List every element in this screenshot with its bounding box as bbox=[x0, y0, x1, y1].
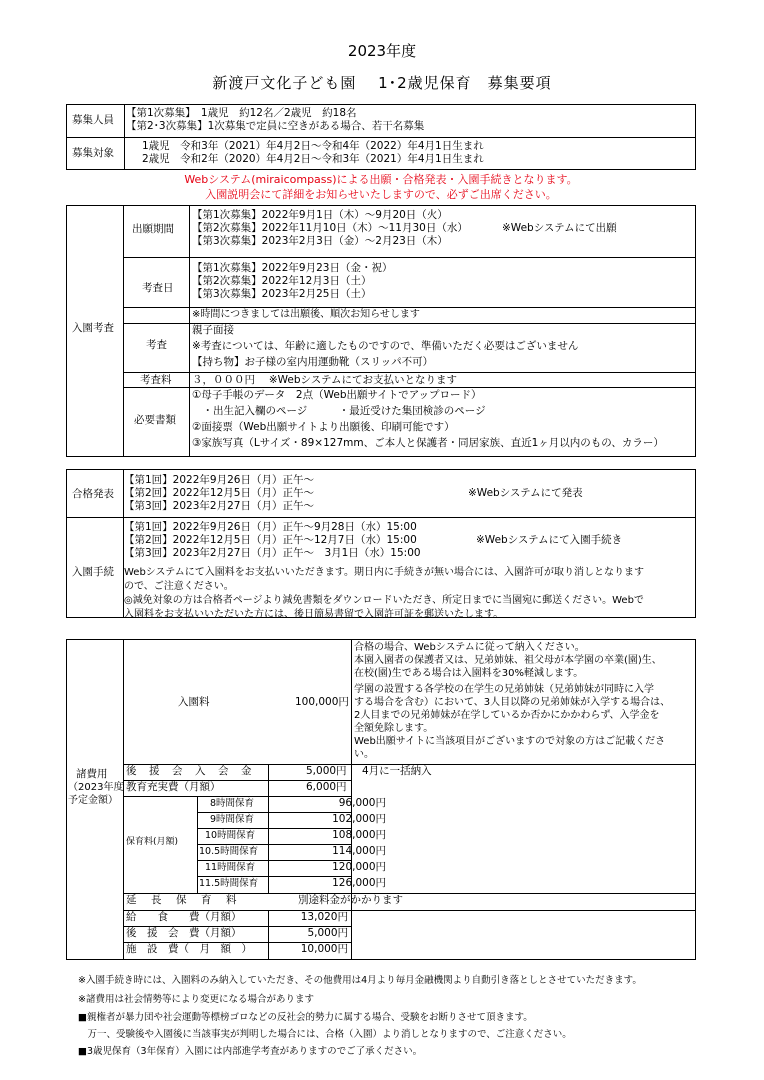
exam-day-note: ※時間につきましては出願後、順次お知らせします bbox=[192, 309, 420, 320]
apply-l3: 【第3次募集】2023年2月3日（金）～2月23日（木） bbox=[192, 235, 448, 247]
divider bbox=[124, 137, 696, 138]
entry-n3: 在校(園)生である場合は入園料を30%軽減します。 bbox=[354, 668, 584, 679]
procedure-l2: 【第2回】2022年12月5日（月）正午～12月7日（水）15:00 bbox=[124, 534, 417, 546]
support-join-note: 4月に一括納入 bbox=[362, 765, 432, 777]
support-join-label: 後 援 会 入 会 金 bbox=[126, 765, 253, 777]
vline bbox=[197, 796, 198, 894]
recruit-target-line1: 1歳児 令和3年（2021）年4月2日～令和4年（2022）年4月1日生まれ bbox=[142, 140, 484, 152]
footnote-4: 万一、受験後や入園後に当該事実が判明した場合には、合格（入園）より消しとなりますので、ご注意ください。 bbox=[78, 1029, 572, 1040]
education-value: 6,000円 bbox=[306, 781, 347, 793]
entry-n1: 合格の場合、Webシステムに従って納入ください。 bbox=[354, 642, 585, 653]
procedure-label: 入園手続 bbox=[72, 566, 114, 578]
docs-label: 必要書類 bbox=[134, 414, 176, 426]
care-hours-4: 11時間保育 bbox=[205, 862, 256, 873]
recruit-num-line1: 【第1次募集】 1歳児 約12名／2歳児 約18名 bbox=[126, 107, 357, 119]
exam-label: 入園考査 bbox=[72, 322, 114, 334]
notice-line1: Webシステム(miraicompass)による出願・合格発表・入園手続きとなります。 bbox=[184, 173, 578, 186]
notice-line2: 入園説明会にて詳細をお知らせいたしますので、必ずご出席ください。 bbox=[205, 188, 557, 201]
docs-l1: ①母子手帳のデータ 2点（Web出願サイトでアップロード） bbox=[192, 389, 482, 401]
procedure-l1: 【第1回】2022年9月26日（月）正午～9月28日（水）15:00 bbox=[124, 521, 417, 533]
care-hours-2: 10時間保育 bbox=[205, 830, 256, 841]
apply-l2: 【第2次募集】2022年11月10日（木）～11月30日（水） bbox=[192, 222, 468, 234]
result-l2: 【第2回】2022年12月5日（月）正午～ bbox=[124, 487, 314, 499]
entry-value: 100,000円 bbox=[295, 696, 349, 708]
facility-label: 施 設 費（ 月 額 ） bbox=[126, 943, 252, 955]
education-label: 教育充実費（月額） bbox=[126, 781, 221, 793]
care-value-0: 96,000円 bbox=[338, 797, 386, 809]
entry-n5: する場合を含む）において、3人目以降の兄弟姉妹が入学する場合は、 bbox=[354, 697, 671, 708]
result-label: 合格発表 bbox=[72, 488, 114, 500]
care-hours-5: 11.5時間保育 bbox=[199, 878, 259, 889]
support-fee-label: 後 援 会 費（月額） bbox=[126, 927, 242, 939]
hline bbox=[123, 387, 696, 388]
vline bbox=[123, 205, 124, 457]
procedure-l3: 【第3回】2023年2月27日（月）正午～ 3月1日（水）15:00 bbox=[124, 547, 421, 559]
fee-label: 考査料 bbox=[140, 374, 172, 386]
apply-note: ※Webシステムにて出願 bbox=[502, 222, 617, 234]
docs-l3: ②面接票（Web出願サイトより出願後、印刷可能です） bbox=[192, 421, 455, 433]
meal-value: 13,020円 bbox=[300, 911, 348, 923]
procedure-p4: 入園料をお支払いいただいた方には、後日簡易書留で入園許可証を郵送いたします。 bbox=[124, 609, 504, 620]
care-label: 保育料(月額) bbox=[126, 837, 179, 847]
recruit-target-label: 募集対象 bbox=[72, 147, 114, 159]
care-hours-0: 8時間保育 bbox=[210, 798, 255, 809]
entry-n2: 本園入園者の保護者又は、兄弟姉妹、祖父母が本学園の卒業(園)生、 bbox=[354, 655, 662, 666]
entry-n9: い。 bbox=[354, 749, 374, 760]
entry-n7: 全額免除します。 bbox=[354, 723, 434, 734]
vline bbox=[189, 205, 190, 457]
facility-value: 10,000円 bbox=[300, 943, 348, 955]
vline bbox=[268, 910, 269, 960]
footnote-1: ※入園手続き時には、入園料のみ納入していただき、その他費用は4月より毎月金融機関より自動引き落としとさせていただきます。 bbox=[78, 975, 642, 986]
extended-label: 延 長 保 育 料 bbox=[126, 894, 239, 906]
footnote-5: ■3歳児保育（3年保育）入園には内部進学考査がありますのでご了承ください。 bbox=[78, 1046, 423, 1057]
support-join-value: 5,000円 bbox=[306, 765, 347, 777]
result-l3: 【第3回】2023年2月27日（月）正午～ bbox=[124, 500, 314, 512]
content-l3: 【持ち物】お子様の室内用運動靴（スリッパ不可） bbox=[192, 356, 434, 368]
support-fee-value: 5,000円 bbox=[307, 927, 348, 939]
page-title: 新渡戸文化子ども園 1･2歳児保育 募集要項 bbox=[212, 74, 552, 92]
content-l1: 親子面接 bbox=[192, 324, 234, 336]
recruit-num-label: 募集人員 bbox=[72, 114, 114, 126]
care-value-2: 108,000円 bbox=[332, 829, 386, 841]
care-hours-3: 10.5時間保育 bbox=[199, 846, 259, 857]
fees-label1: 諸費用 bbox=[76, 768, 108, 780]
vline bbox=[123, 639, 124, 960]
entry-n6: 2人目までの兄弟姉妹が在学しているか否かにかかわらず、入学金を bbox=[354, 710, 660, 721]
apply-l1: 【第1次募集】2022年9月1日（木）～9月20日（火） bbox=[192, 209, 448, 221]
care-value-3: 114,000円 bbox=[332, 845, 386, 857]
exam-day-l1: 【第1次募集】2022年9月23日（金・祝） bbox=[192, 262, 393, 274]
care-value-5: 126,000円 bbox=[332, 877, 386, 889]
fee-value: ３，０００円 ※Webシステムにてお支払いとなります bbox=[192, 374, 457, 386]
extended-value: 別途料金がかかります bbox=[298, 894, 403, 906]
docs-l2: ・出生記入欄のページ ・最近受けた集団検診のページ bbox=[192, 405, 486, 417]
care-hours-1: 9時間保育 bbox=[210, 814, 255, 825]
care-value-1: 102,000円 bbox=[332, 813, 386, 825]
procedure-p1: Webシステムにて入園料をお支払いいただきます。期日内に手続きが無い場合には、入園許可が取り消しとなります bbox=[124, 567, 645, 578]
recruit-target-line2: 2歳児 令和2年（2020）年4月2日～令和3年（2021）年4月1日生まれ bbox=[142, 153, 484, 165]
exam-day-label: 考査日 bbox=[142, 282, 174, 294]
fees-label3: 予定金額） bbox=[68, 795, 118, 806]
fees-label2: （2023年度 bbox=[68, 782, 124, 793]
procedure-p2: ので、ご注意ください。 bbox=[124, 581, 234, 592]
procedure-note: ※Webシステムにて入園手続き bbox=[476, 534, 623, 546]
content-l2: ※考査については、年齢に適したものですので、準備いただく必要はございません bbox=[192, 340, 579, 352]
recruit-num-line2: 【第2･3次募集】1次募集で定員に空きがある場合、若干名募集 bbox=[126, 120, 425, 132]
meal-label: 給 食 費（月額） bbox=[126, 911, 242, 923]
vline bbox=[268, 796, 269, 894]
procedure-p3: ◎減免対象の方は合格者ページより減免書類をダウンロードいただき、所定日までに当園宛に郵送ください。Webで bbox=[124, 595, 644, 606]
hline bbox=[66, 517, 696, 518]
footnote-3: ■親権者が暴力団や社会運動等標榜ゴロなどの反社会的勢力に属する場合、受験をお断りさせて頂きます。 bbox=[78, 1012, 533, 1023]
docs-l4: ③家族写真（Lサイズ・89×127mm、ご本人と保護者・同居家族、直近1ヶ月以内のもの、カラー） bbox=[192, 437, 664, 449]
entry-n8: Web出願サイトに当該項目がございますので対象の方はご記載くださ bbox=[354, 736, 666, 747]
hline bbox=[123, 372, 696, 373]
care-value-4: 120,000円 bbox=[332, 861, 386, 873]
hline bbox=[123, 257, 696, 258]
footnote-2: ※諸費用は社会情勢等により変更になる場合があります bbox=[78, 994, 314, 1005]
apply-label: 出願期間 bbox=[132, 223, 174, 235]
result-l1: 【第1回】2022年9月26日（月）正午～ bbox=[124, 474, 314, 486]
exam-day-l2: 【第2次募集】2022年12月3日（土） bbox=[192, 275, 372, 287]
entry-n4: 学園の設置する各学校の在学生の兄弟姉妹（兄弟姉妹が同時に入学 bbox=[354, 684, 654, 695]
title-year: 2023年度 bbox=[347, 42, 417, 60]
entry-label: 入園料 bbox=[178, 696, 210, 708]
result-note: ※Webシステムにて発表 bbox=[468, 487, 583, 499]
content-label: 考査 bbox=[146, 339, 167, 351]
vline bbox=[268, 764, 269, 796]
exam-day-l3: 【第3次募集】2023年2月25日（土） bbox=[192, 288, 372, 300]
